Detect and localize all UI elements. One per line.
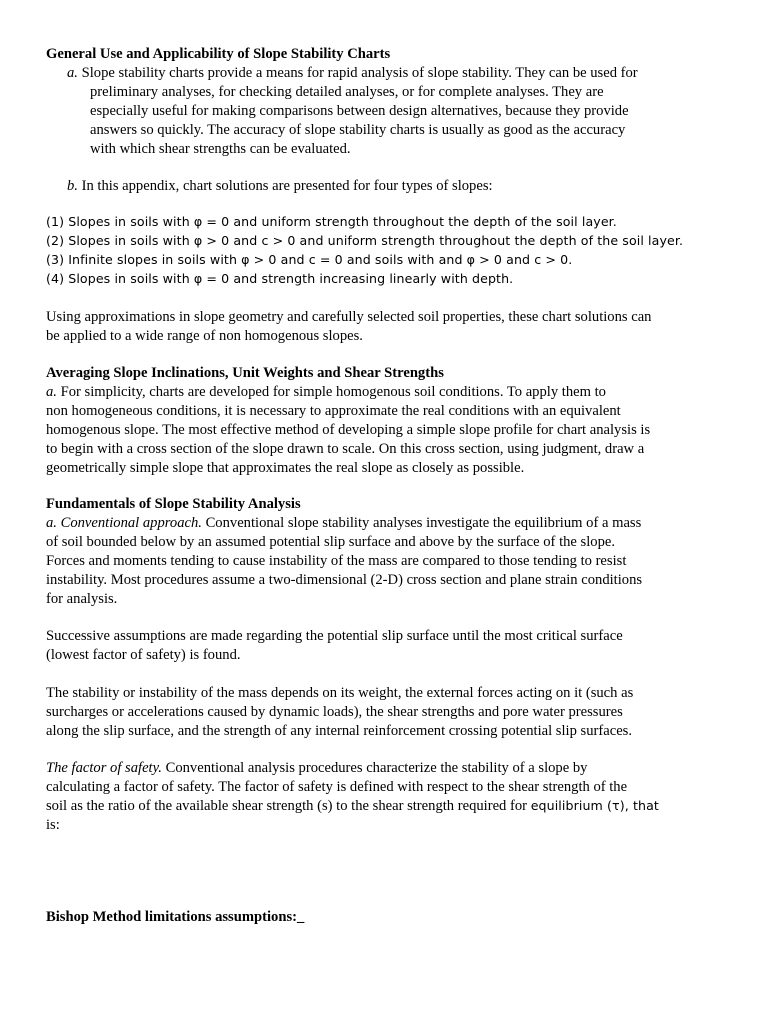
para-line: surcharges or accelerations caused by dynamic loads), the shear strengths and pore water pressures <box>46 703 623 720</box>
item-a-label: a. <box>46 384 57 400</box>
para-line: to begin with a cross section of the slope drawn to scale. On this cross section, using judgment, draw a <box>46 440 645 457</box>
item-b-label: b. <box>67 178 78 194</box>
para-line: The stability or instability of the mass depends on its weight, the external forces acting on it (such as <box>46 685 634 701</box>
para-line: preliminary analyses, for checking detailed analyses, or for complete analyses. They are <box>90 83 604 100</box>
para-line: instability. Most procedures assume a two-dimensional (2-D) cross section and plane strain conditions <box>46 571 643 588</box>
para-averaging <box>46 383 736 478</box>
para-line: Conventional slope stability analyses investigate the equilibrium of a mass <box>201 515 642 531</box>
slope-types-list <box>46 213 736 289</box>
para-line: soil as the ratio of the available shear strength (s) to the shear strength required for <box>46 797 531 814</box>
list-item: (1) Slopes in soils with φ = 0 and uniform strength throughout the depth of the soil layer. <box>46 214 617 229</box>
heading-general-use: General Use and Applicability of Slope Stability Charts <box>46 46 391 62</box>
para-line: Successive assumptions are made regarding the potential slip surface until the most critical surface <box>46 628 623 644</box>
item-b-chart-types <box>67 177 757 196</box>
para-conventional-approach <box>46 514 736 609</box>
para-line: Using approximations in slope geometry and carefully selected soil properties, these chart solutions can <box>46 309 652 325</box>
list-item: (2) Slopes in soils with φ > 0 and c > 0 and uniform strength throughout the depth of the soil layer. <box>46 232 684 248</box>
para-stability <box>46 684 736 741</box>
para-line: Slope stability charts provide a means for rapid analysis of slope stability. They can be used for <box>81 65 638 81</box>
para-line: homogenous slope. The most effective method of developing a simple slope profile for chart analysis is <box>46 421 651 438</box>
para-line: with which shear strengths can be evaluated. <box>90 140 351 157</box>
para-line: be applied to a wide range of non homogenous slopes. <box>46 327 363 344</box>
heading-fundamentals: Fundamentals of Slope Stability Analysis <box>46 496 301 512</box>
para-line: geometrically simple slope that approximates the real slope as closely as possible. <box>46 459 525 476</box>
para-factor-of-safety <box>46 759 736 835</box>
para-line: (lowest factor of safety) is found. <box>46 646 241 663</box>
para-line: along the slip surface, and the strength of any internal reinforcement crossing potential slip surfaces. <box>46 722 632 739</box>
conventional-approach-label: a. Conventional approach. <box>46 515 202 531</box>
item-a-charts <box>67 64 757 159</box>
para-line: answers so quickly. The accuracy of slope stability charts is usually as good as the accuracy <box>90 121 626 138</box>
heading-bishop-method: Bishop Method limitations assumptions:_ <box>46 909 305 925</box>
para-line: For simplicity, charts are developed for simple homogenous soil conditions. To apply them to <box>56 384 606 400</box>
factor-of-safety-label: The factor of safety. <box>46 760 162 776</box>
para-line: calculating a factor of safety. The factor of safety is defined with respect to the shear strength of the <box>46 778 628 795</box>
para-line: Forces and moments tending to cause instability of the mass are compared to those tending to resist <box>46 552 627 569</box>
item-a-label: a. <box>67 65 78 81</box>
list-item: (4) Slopes in soils with φ = 0 and strength increasing linearly with depth. <box>46 270 514 286</box>
para-line: is: <box>46 816 60 833</box>
list-item: (3) Infinite slopes in soils with φ > 0 and c = 0 and soils with and φ > 0 and c > 0. <box>46 251 573 267</box>
para-successive-assumptions <box>46 627 736 665</box>
para-line: of soil bounded below by an assumed potential slip surface and above by the surface of the slope. <box>46 533 615 550</box>
para-line: non homogeneous conditions, it is necessary to approximate the real conditions with an equivalent <box>46 402 621 419</box>
para-line: especially useful for making comparisons between design alternatives, because they provide <box>90 102 629 119</box>
para-line: equilibrium (τ), that <box>530 797 659 813</box>
heading-averaging: Averaging Slope Inclinations, Unit Weights and Shear Strengths <box>46 365 444 381</box>
para-line: In this appendix, chart solutions are presented for four types of slopes: <box>81 178 493 194</box>
para-line: Conventional analysis procedures characterize the stability of a slope by <box>161 760 588 776</box>
para-line: for analysis. <box>46 590 118 607</box>
para-approximations <box>46 308 736 346</box>
